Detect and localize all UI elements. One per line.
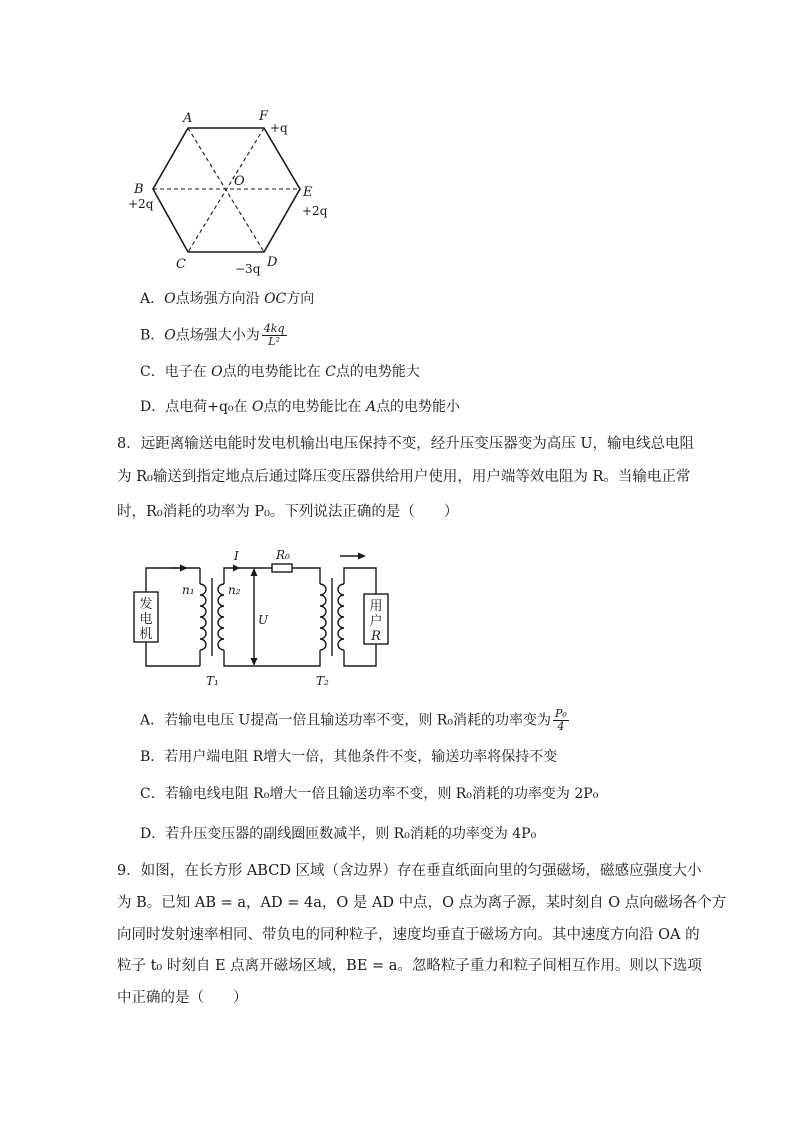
q8-line-3: 时，R₀消耗的功率为 P₀。下列说法正确的是（ ）	[117, 504, 459, 520]
label-current-i: I	[234, 549, 239, 563]
hexagon-charge-diagram	[120, 105, 340, 280]
arrowhead	[358, 553, 366, 560]
label-n1: n₁	[182, 583, 195, 597]
label-E: E	[303, 185, 313, 200]
q9-line-2: 为 B。已知 AB = a，AD = 4a，O 是 AD 中点，O 点为离子源，某时刻自 O 点向磁场各个方	[117, 895, 727, 911]
q7-option-b: B．O点场强大小为 $\frac{4kq}{\text{L²}}$	[140, 322, 285, 348]
t2-secondary-coil	[338, 584, 344, 650]
label-C: C	[176, 257, 186, 272]
label-r0: R₀	[276, 548, 290, 562]
charge-F: +q	[270, 121, 288, 135]
q8-option-c: C．若输电线电阻 R₀增大一倍且输送功率不变，则 R₀消耗的功率变为 2P₀	[140, 786, 599, 802]
label-n2: n₂	[228, 583, 241, 597]
q8-option-b: B．若用户端电阻 R增大一倍，其他条件不变，输送功率将保持不变	[140, 749, 558, 765]
label-A: A	[183, 111, 193, 126]
generator-char-3: 机	[139, 627, 153, 642]
q8-option-a: A．若输电电压 U提高一倍且输送功率不变，则 R₀消耗的功率变为 $\frac{\text{P₀}}{4}$	[140, 707, 567, 733]
q8-line-2: 为 R₀输送到指定地点后通过降压变压器供给用户使用，用户端等效电阻为 R。当输电正常	[117, 469, 691, 485]
label-F: F	[259, 109, 269, 124]
transmission-wire-bottom	[224, 650, 320, 666]
t1-secondary-coil	[218, 584, 224, 650]
user-resistance-label: R	[371, 629, 381, 644]
label-D: D	[267, 255, 278, 270]
generator-char-2: 电	[139, 612, 153, 627]
generator-char-1: 发	[139, 597, 153, 612]
fraction-4kq-over-L2: $\frac{4kq}{\text{L²}}$	[263, 322, 285, 348]
transmission-circuit-diagram	[130, 542, 390, 692]
charge-E: +2q	[302, 204, 328, 218]
q9-line-5: 中正确的是（ ）	[117, 990, 248, 1006]
arrowhead	[251, 658, 258, 666]
arrowhead	[251, 568, 258, 576]
transmission-wire-top	[224, 568, 272, 584]
q8-option-d: D．若升压变压器的副线圈匝数减半，则 R₀消耗的功率变为 4P₀	[140, 826, 537, 842]
label-O: O	[234, 174, 245, 189]
t2-primary-coil	[320, 584, 326, 650]
user-char-1: 用	[369, 599, 383, 614]
charge-D: −3q	[235, 262, 261, 276]
q9-line-3: 向同时发射速率相同、带负电的同种粒子，速度均垂直于磁场方向。其中速度方向沿 OA 的	[117, 927, 700, 943]
fraction-p0-over-4: $\frac{\text{P₀}}{4}$	[554, 707, 567, 733]
label-B: B	[134, 182, 144, 197]
arrowhead	[233, 565, 240, 572]
label-voltage-u: U	[258, 613, 269, 627]
charge-B: +2q	[128, 197, 154, 211]
t1-primary-coil	[200, 584, 206, 650]
label-t1: T₁	[206, 674, 219, 688]
q7-option-d: D．点电荷+q₀在 O点的电势能比在 A点的电势能小	[140, 399, 461, 415]
wire	[292, 568, 320, 584]
arrowhead	[180, 565, 188, 572]
q9-line-4: 粒子 t₀ 时刻自 E 点离开磁场区域，BE = a。忽略粒子重力和粒子间相互作用。则以下选项	[117, 958, 702, 974]
label-t2: T₂	[316, 674, 329, 688]
user-char-2: 户	[369, 614, 383, 629]
q8-line-1: 8．远距离输送电能时发电机输出电压保持不变，经升压变压器变为高压 U，输电线总电阻	[117, 436, 695, 452]
q9-line-1: 9．如图，在长方形 ABCD 区域（含边界）存在垂直纸面向里的匀强磁场，磁感应强度大小	[117, 863, 702, 879]
resistor-r0	[272, 564, 292, 572]
q7-option-c: C．电子在 O点的电势能比在 C点的电势能大	[140, 364, 420, 380]
q7-option-a: A．O点场强方向沿 OC方向	[140, 291, 315, 307]
